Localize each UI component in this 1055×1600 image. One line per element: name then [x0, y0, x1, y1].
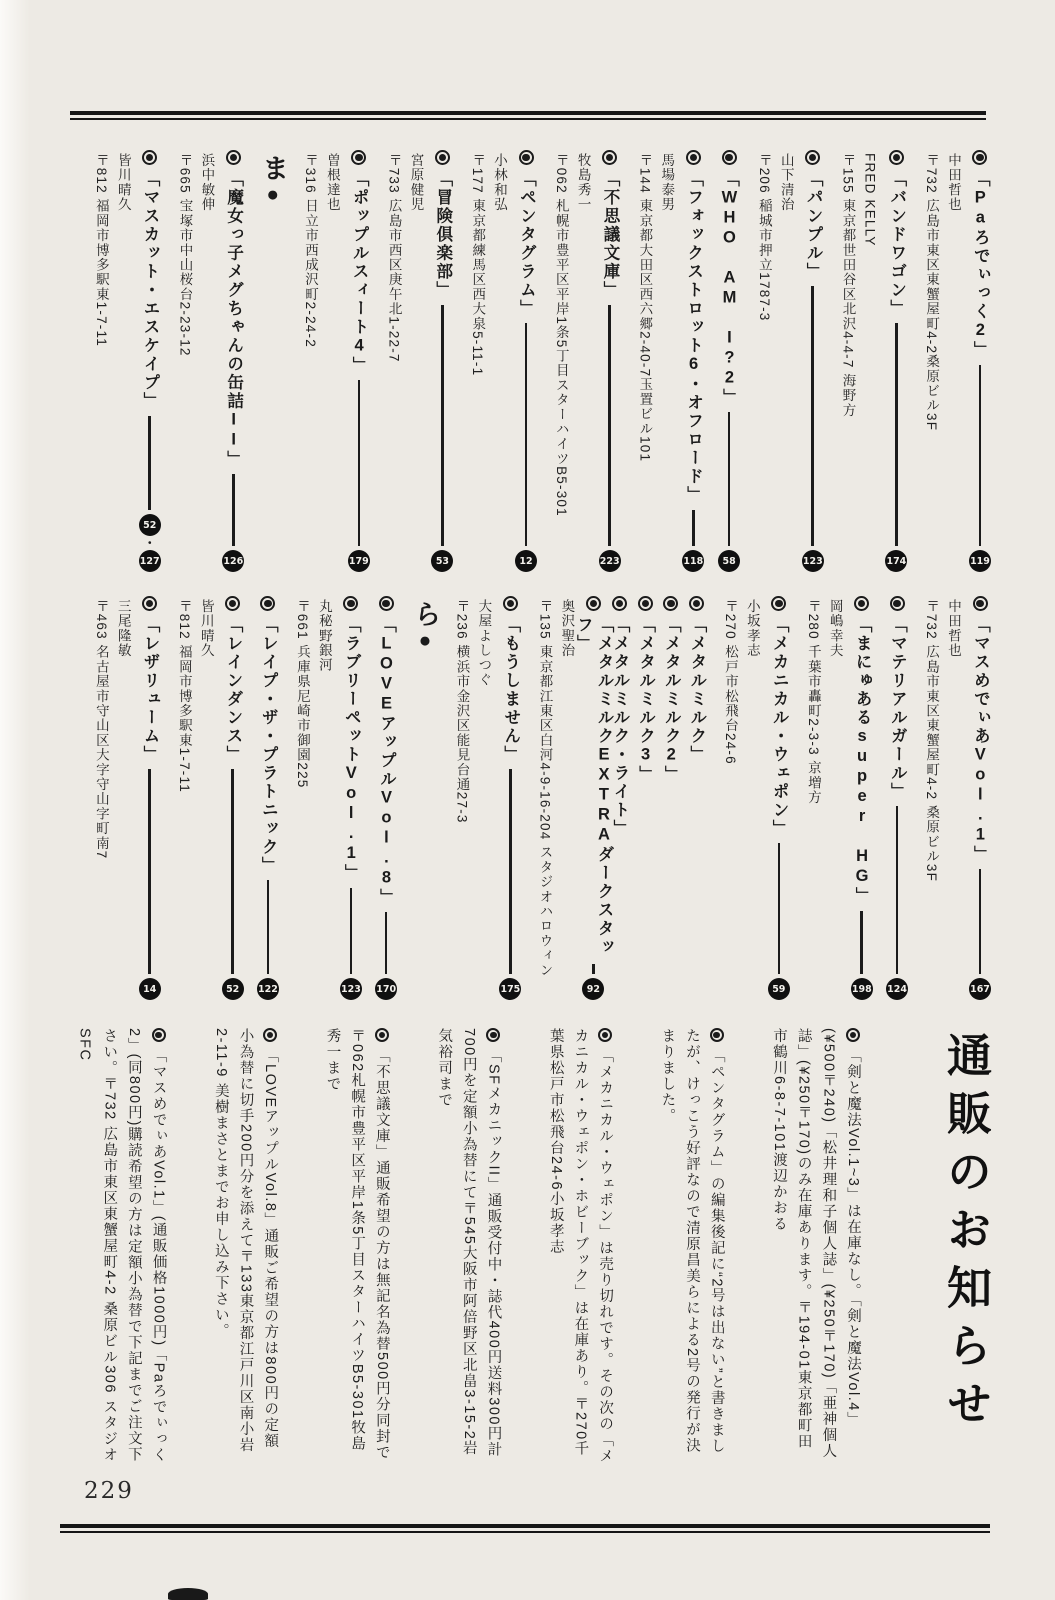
notice-text: 「マスめでぃあVol.1」(通販価格1000円)「Paろでぃっく2」(同800円)購読希望の方は定額小為替で下記までご注文下さい。〒732 広島市東区東蟹屋町4-2 桑原ビル306 スタジオSFC: [76, 1028, 167, 1464]
entry-info: [753, 150, 797, 562]
entry-bullet-icon: [722, 150, 737, 165]
listing-entry: [546, 150, 621, 572]
notice-item: [543, 1028, 617, 1464]
notice-text: 「メカニカル・ウェポン」は売り切れです。その次の「メカニカル・ウェポン・ホビーブック」は在庫あり。〒270千葉県松戸市松飛台24-6小坂孝志: [547, 1028, 614, 1464]
title-column: [886, 596, 908, 1000]
entry-info: [299, 150, 343, 562]
entry-info: [802, 596, 846, 991]
page-ref-badges: [682, 550, 704, 572]
author-name: 丸秘野銀河: [316, 599, 332, 673]
listing-entry: [370, 596, 397, 1000]
notice-item: [320, 1028, 394, 1464]
entry-bullet-icon: [686, 150, 701, 165]
title-column: [885, 150, 907, 572]
listing-entry: [169, 596, 244, 1000]
page-ref-badges: [718, 550, 740, 572]
entry-bullet-icon: [142, 596, 157, 611]
entry-bullet-icon: [612, 596, 627, 611]
entry-info-text: [837, 153, 881, 562]
entry-bullet-icon: [519, 150, 534, 165]
title-column: [682, 150, 704, 572]
author-name: 浜中敏伸: [199, 153, 215, 212]
entry-title: 「メカニカル・ウェポン」: [770, 616, 789, 838]
entry-info-text: [383, 153, 427, 562]
page-ref-badge: 170: [375, 978, 397, 1000]
author-name: 曽根達也: [324, 153, 340, 212]
entry-title: 「Paろでぃっく2」: [971, 170, 990, 360]
entry-info: [550, 150, 594, 562]
entry-title: 「バンドワゴン」: [887, 170, 906, 318]
entry-title: 「パンプル」: [804, 170, 823, 281]
top-double-rule: [70, 111, 986, 120]
entry-info-text: [753, 153, 797, 562]
entry-info-text: [291, 599, 335, 991]
notice-text: 「SFメカニックII」通販受付中・誌代400円送料300円計700円を定額小為替にて〒545大阪市阿倍野区北畠3-15-2岩気裕司まで: [436, 1028, 502, 1458]
ink-smudge: [168, 1588, 208, 1600]
entry-info: [466, 150, 510, 562]
page-ref-badges: [222, 978, 244, 1000]
leader-line: [231, 769, 234, 974]
page-ref-badges: [515, 550, 537, 572]
entry-bullet-icon: [771, 596, 786, 611]
bottom-double-rule: [60, 1524, 990, 1533]
author-address: 〒812 福岡市博多駅東1-7-11: [176, 599, 192, 793]
entry-bullet-icon: [973, 596, 988, 611]
page-ref-badge: 59: [768, 978, 790, 1000]
listing-entry: [447, 596, 522, 1000]
author-name: 奥沢聖治: [559, 599, 575, 658]
page-ref-badge: 52: [139, 514, 161, 536]
page-ref-badge: 167: [969, 978, 991, 1000]
entry-title: 「WHO AM I?2」: [720, 170, 739, 407]
entry-bullet-icon: [379, 596, 394, 611]
notice-list: [72, 1028, 865, 1464]
entry-title: 「冒険倶楽部」: [433, 170, 452, 300]
listing-entry: [379, 150, 454, 572]
page-ref-badge: 174: [885, 550, 907, 572]
author-name: 皆川晴久: [115, 153, 131, 212]
title-column: [499, 596, 521, 1000]
entry-info: [174, 150, 218, 562]
notice-item: [432, 1028, 506, 1464]
entry-title: 「魔女っ子メグちゃんの缶詰II」: [224, 170, 243, 469]
title-column: [431, 150, 453, 572]
listing-entry: [86, 596, 161, 1000]
author-name: FRED KELLY: [862, 153, 878, 247]
page-ref-badge: 118: [682, 550, 704, 572]
listing-entry: [916, 596, 991, 1000]
page-ref-badge: 12: [515, 550, 537, 572]
entry-title: 「メタルミルク・ライト」: [610, 616, 629, 838]
notice-bullet-icon: [486, 1028, 500, 1042]
title-column: [340, 596, 362, 1000]
leader-line: [979, 869, 982, 974]
entry-info-text: [550, 153, 594, 562]
listings-band-middle: [86, 596, 991, 1000]
entry-info-text: [920, 599, 964, 991]
entry-title: 「メタルミルク3」: [636, 616, 655, 784]
page-ref-badge: 127: [139, 550, 161, 572]
section-marker-char: ま: [258, 154, 289, 181]
entry-title: 「まにゅあるsuper HG」: [853, 616, 872, 906]
entry-bullet-icon: [260, 596, 275, 611]
author-address: 〒270 松戸市松飛台24-6: [722, 599, 738, 765]
entry-title: 「マスめでぃあVol.1」: [971, 616, 990, 864]
author-address: 〒135 東京都江東区白河4-9-16-204 スタジオハロウィン: [537, 599, 553, 978]
notice-bullet-icon: [152, 1028, 166, 1042]
page-ref-badges: [257, 978, 279, 1000]
entry-info: [90, 150, 134, 562]
listing-entry: [916, 150, 991, 572]
author-name: 皆川晴久: [198, 599, 214, 658]
entry-title: 「マスカット・エスケイプ」: [141, 170, 160, 411]
leader-line: [979, 365, 982, 547]
title-column: [969, 596, 991, 1000]
notice-bullet-icon: [710, 1028, 724, 1042]
page-ref-badges: [499, 978, 521, 1000]
entry-bullet-icon: [889, 150, 904, 165]
leader-line: [778, 843, 781, 974]
page-ref-badge: 124: [886, 978, 908, 1000]
leader-line: [811, 286, 814, 546]
leader-line: [267, 880, 270, 974]
entry-title: 「メタルミルク」: [687, 616, 706, 764]
entry-bullet-icon: [226, 150, 241, 165]
author-address: 〒463 名古屋市守山区大字守山字町南7: [93, 599, 109, 860]
page-ref-badges: [431, 550, 453, 572]
page-ref-badges: [340, 978, 362, 1000]
listing-entry: [749, 150, 824, 572]
entry-title: 「ペンタグラム」: [517, 170, 536, 318]
page-ref-badges: [582, 978, 604, 1000]
page-ref-badges: [969, 978, 991, 1000]
page-ref-badge: 175: [499, 978, 521, 1000]
author-address: 〒062 札幌市豊平区平岸1条5丁目スターハイツB5-301: [553, 153, 569, 517]
notice-item: [72, 1028, 171, 1464]
title-column: [599, 150, 621, 572]
author-address: 〒316 日立市西成沢町2-24-2: [302, 153, 318, 348]
leader-line: [895, 323, 898, 546]
title-column: [851, 596, 873, 1000]
author-address: 〒812 福岡市博多駅東1-7-11: [93, 153, 109, 347]
title-column: [139, 150, 161, 572]
entry-bullet-icon: [638, 596, 653, 611]
title-column: [802, 150, 824, 572]
page-ref-badge: 123: [340, 978, 362, 1000]
leader-line: [509, 769, 512, 974]
notice-bullet-icon: [263, 1028, 277, 1042]
entry-title: 「レインダンス」: [224, 616, 242, 764]
author-name: 小林和弘: [492, 153, 508, 212]
entry-title: 「もうしません」: [501, 616, 520, 764]
author-name: 小坂孝志: [744, 599, 760, 658]
page-ref-badge: 179: [348, 550, 370, 572]
entry-info-text: [920, 153, 964, 562]
author-name: 岡嶋幸夫: [827, 599, 843, 658]
page-ref-badge: 53: [431, 550, 453, 572]
entry-info-text: [634, 153, 678, 562]
entry-bullet-icon: [854, 596, 869, 611]
author-name: 宮原健児: [408, 153, 424, 212]
author-address: 〒732 広島市東区東蟹屋町4-2桑原ビル3F: [924, 153, 940, 432]
page-ref-badges: [139, 978, 161, 1000]
title-column: [609, 596, 630, 1000]
listing-entry: [170, 150, 245, 572]
listing-entry: [295, 150, 370, 572]
page-ref-badges: [348, 550, 370, 572]
listing-entry: [86, 150, 161, 572]
entry-info: [920, 150, 964, 562]
notice-text: 「LOVEアップルVol.8」通販ご希望の方は800円の定額小為替に切手200円分を添えて〒133東京都江戸川区南小岩2-11-9 美樹まさとまでお申し込み下さい。: [212, 1028, 279, 1454]
listings-band-top: [86, 150, 991, 572]
author-address: 〒732 広島市東区東蟹屋町4-2 桑原ビル3F: [924, 599, 940, 883]
leader-line: [385, 912, 388, 974]
page-ref-badges: [599, 550, 621, 572]
title-column: [375, 596, 397, 1000]
title-column: [661, 596, 682, 1000]
notice-item: [208, 1028, 282, 1464]
notice-item: [655, 1028, 729, 1464]
page-ref-badges: [222, 550, 244, 572]
author-address: 〒280 千葉市轟町2-3-3 京増方: [805, 599, 821, 805]
leader-line: [232, 474, 235, 546]
entry-bullet-icon: [663, 596, 678, 611]
leader-line: [692, 510, 695, 547]
notice-text: 「剣と魔法Vol.1~3」は在庫なし。「剣と魔法Vol.4」(¥500〒240)「松井理和子個人誌」(¥250〒170)「亜神個人誌」(¥250〒170)のみ在庫あります。〒194-01東京都町田市鶴川6-8-7-101渡辺かおる: [771, 1028, 861, 1460]
entry-bullet-icon: [343, 596, 358, 611]
leader-line: [896, 806, 899, 974]
page-number: 229: [84, 1478, 134, 1504]
author-address: 〒661 兵庫県尼崎市御園225: [295, 599, 311, 789]
entry-info-text: [719, 599, 763, 991]
entry-title: 「ラブリーペットVol.1」: [342, 616, 361, 883]
notice-text: 「ペンタグラム」の編集後記に“2号は出ない”と書きましたが、けっこう好評なので清原昌美らによる2号の発行が決まりました。: [659, 1028, 725, 1455]
leader-line: [592, 964, 595, 974]
entry-bullet-icon: [503, 596, 518, 611]
author-address: 〒665 宝塚市中山桜台2-23-12: [177, 153, 193, 357]
page-ref-badge: 198: [851, 978, 873, 1000]
badge-separator: ・: [143, 536, 156, 550]
title-column: [139, 596, 161, 1000]
listing-entry: [462, 150, 537, 572]
author-name: 三尾隆敏: [115, 599, 131, 658]
title-column: [515, 150, 537, 572]
page-ref-badges: [375, 978, 397, 1000]
page-ref-badges: [802, 550, 824, 572]
entry-info: [291, 596, 335, 991]
section-marker-dot-icon: ●: [266, 183, 280, 206]
mail-order-heading: 通販のお知らせ: [940, 1032, 990, 1438]
author-name: 牧島秀一: [575, 153, 591, 212]
title-column: [718, 150, 740, 572]
author-name: 大屋よしつぐ: [476, 599, 492, 688]
author-address: 〒733 広島市西区庚午北1-22-7: [386, 153, 402, 363]
title-column: [574, 596, 613, 1000]
author-address: 〒236 横浜市金沢区能見台通27-3: [454, 599, 470, 824]
leader-line: [525, 323, 528, 546]
title-column: [222, 150, 244, 572]
author-name: 中田哲也: [945, 153, 961, 212]
notice-bullet-icon: [598, 1028, 612, 1042]
notice-bullet-icon: [375, 1028, 389, 1042]
entry-bullet-icon: [142, 150, 157, 165]
entry-info-text: [173, 599, 217, 991]
page-ref-badge: 126: [222, 550, 244, 572]
entry-info-text: [451, 599, 495, 991]
entry-title: 「レザリューム」: [141, 616, 160, 764]
entry-info-text: [90, 153, 134, 562]
title-column: [222, 596, 244, 1000]
entry-title: 「フォックストロット6・オフロード」: [684, 170, 703, 505]
leader-line: [860, 911, 863, 975]
author-address: 〒144 東京都大田区西六郷2-40-7玉置ビル101: [637, 153, 653, 463]
page-ref-badges: [969, 550, 991, 572]
page-ref-badge: 92: [582, 978, 604, 1000]
entry-bullet-icon: [435, 150, 450, 165]
entry-title: 「レイプ・ザ・プラトニック」: [259, 616, 278, 875]
page-ref-badges: [851, 978, 873, 1000]
listing-entry: [252, 596, 279, 1000]
notice-item: [766, 1028, 865, 1464]
entry-bullet-icon: [586, 596, 601, 611]
entry-title: 「LOVEアップルVol.8」: [377, 616, 396, 907]
page-ref-badges: [886, 978, 908, 1000]
leader-line: [608, 305, 611, 547]
entry-title: 「メタルミルクEXTRAダークスタッフ」: [574, 616, 613, 957]
section-marker-char: ら: [410, 600, 441, 627]
listing-entry: [881, 596, 908, 1000]
page-ref-badge: 123: [802, 550, 824, 572]
author-name: 中田哲也: [946, 599, 961, 658]
entry-info: [920, 596, 964, 991]
page-ref-badge: 119: [969, 550, 991, 572]
entry-info-text: [466, 153, 510, 562]
entry-bullet-icon: [602, 150, 617, 165]
entry-bullet-icon: [689, 596, 704, 611]
entry-info: [90, 596, 134, 991]
author-name: 馬場泰男: [659, 153, 675, 212]
section-marker-dot-icon: ●: [418, 629, 432, 652]
author-address: 〒206 稲城市押立1787-3: [756, 153, 772, 322]
entry-title: 「メタルミルク2」: [662, 616, 681, 784]
entry-info-text: [90, 599, 134, 991]
entry-info: [173, 596, 217, 991]
listing-entry: [715, 596, 790, 1000]
entry-info: [383, 150, 427, 562]
page-ref-badge: 223: [599, 550, 621, 572]
leader-line: [441, 305, 444, 547]
title-column: [686, 596, 707, 1000]
listing-entry: [713, 150, 740, 572]
listing-entry: [530, 596, 707, 1000]
entry-info: [451, 596, 495, 991]
notice-bullet-icon: [846, 1028, 860, 1042]
listing-entry: [287, 596, 362, 1000]
section-marker: [410, 596, 441, 1000]
title-column: [635, 596, 656, 1000]
section-marker: [258, 150, 289, 572]
title-column: [768, 596, 790, 1000]
entry-title: 「マテリアルガール」: [888, 616, 907, 801]
entry-bullet-icon: [351, 150, 366, 165]
mail-order-section: [72, 1028, 995, 1464]
entry-bullet-icon: [890, 596, 905, 611]
page-ref-badge: 14: [139, 978, 161, 1000]
title-column: [969, 150, 991, 572]
entry-title: 「不思議文庫」: [600, 170, 619, 300]
page-ref-badges: [139, 514, 161, 572]
entry-info-text: [802, 599, 846, 991]
entry-info-text: [534, 599, 578, 991]
entry-info: [837, 150, 881, 562]
author-address: 〒155 東京都世田谷区北沢4-4-7 海野方: [840, 153, 856, 418]
leader-line: [148, 416, 151, 511]
leader-line: [350, 888, 353, 975]
listing-entry: [833, 150, 908, 572]
author-name: 山下清治: [778, 153, 794, 212]
entry-info: [719, 596, 763, 991]
entry-title: 「ポップルスィート4」: [350, 170, 369, 375]
leader-line: [148, 769, 151, 974]
entry-info: [634, 150, 678, 562]
author-address: 〒177 東京都練馬区西大泉5-11-1: [470, 153, 486, 377]
leader-line: [728, 412, 731, 546]
listing-entry: [630, 150, 705, 572]
page-ref-badge: 58: [718, 550, 740, 572]
listing-entry: [798, 596, 873, 1000]
notice-text: 「不思議文庫」通販希望の方は無記名為替500円分同封で〒062札幌市豊平区平岸1条5丁目スターハイツB5-301牧島秀一まで: [324, 1028, 390, 1461]
entry-bullet-icon: [972, 150, 987, 165]
entry-info-text: [299, 153, 343, 562]
entry-info-text: [174, 153, 218, 562]
page-ref-badges: [768, 978, 790, 1000]
page-ref-badges: [885, 550, 907, 572]
title-column: [257, 596, 279, 1000]
page-ref-badge: 52: [222, 978, 244, 1000]
title-column: [348, 150, 370, 572]
leader-line: [358, 380, 361, 546]
entry-bullet-icon: [225, 596, 240, 611]
entry-info: [534, 596, 578, 991]
entry-bullet-icon: [805, 150, 820, 165]
page-ref-badge: 122: [257, 978, 279, 1000]
